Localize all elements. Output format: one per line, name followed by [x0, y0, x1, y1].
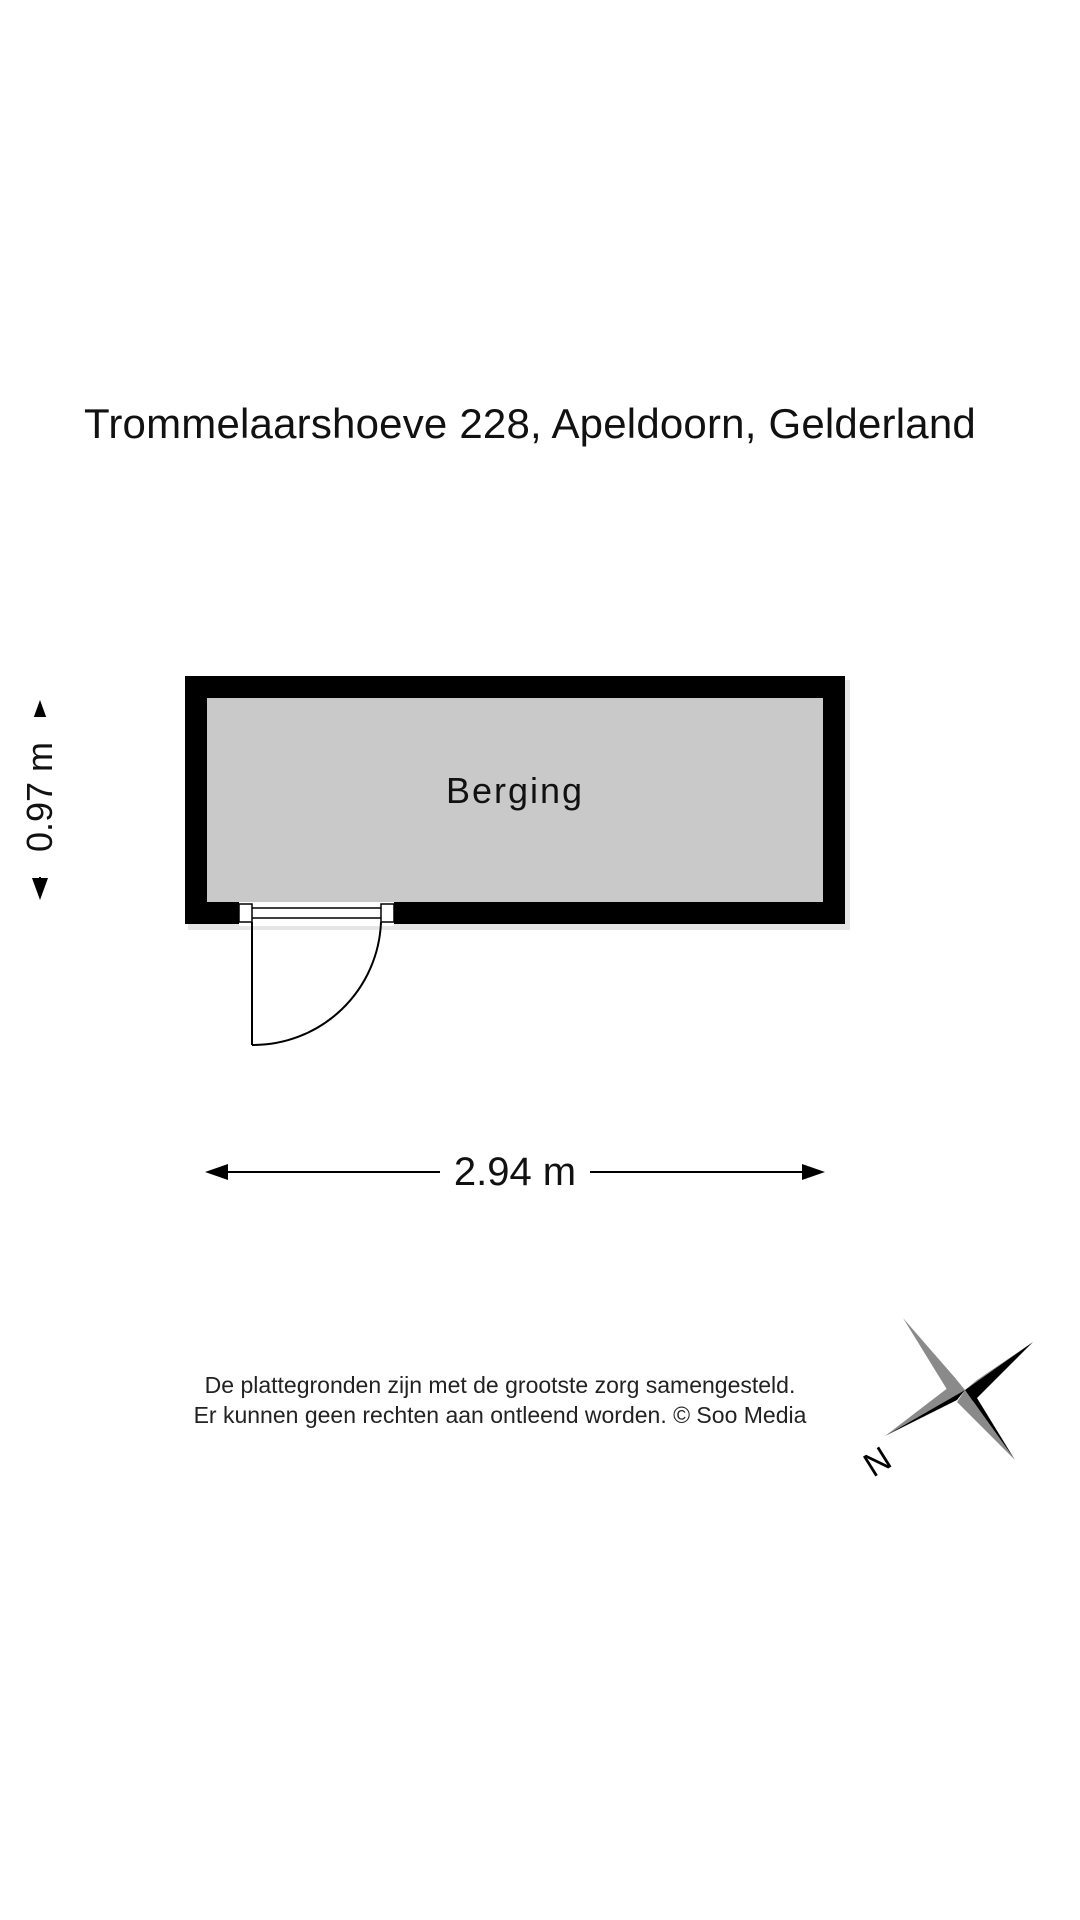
disclaimer-line-2: Er kunnen geen rechten aan ontleend worden. © Soo Media — [193, 1402, 807, 1428]
height-dimension-label: 0.97 m — [19, 717, 61, 877]
door-frame-right — [381, 904, 394, 922]
compass-point-6 — [957, 1390, 1015, 1460]
door-frame-left — [239, 904, 252, 922]
width-dimension-label: 2.94 m — [440, 1150, 590, 1195]
page-title: Trommelaarshoeve 228, Apeldoorn, Gelderland — [84, 400, 976, 447]
compass-north-label: N — [857, 1439, 899, 1485]
disclaimer-line-1: De plattegronden zijn met de grootste zorg samengesteld. — [204, 1372, 796, 1398]
disclaimer — [130, 1370, 870, 1430]
arrow-right-icon — [802, 1164, 825, 1180]
door-swing-arc — [252, 922, 381, 1045]
compass-point-4 — [965, 1342, 1033, 1402]
compass-point-7 — [885, 1384, 965, 1436]
room-label: Berging — [445, 770, 585, 811]
arrow-down-icon — [32, 878, 48, 900]
arrow-left-icon — [205, 1164, 228, 1180]
compass-point-2 — [903, 1318, 965, 1396]
compass-rose-icon — [885, 1318, 1033, 1460]
door-opening — [239, 902, 394, 926]
